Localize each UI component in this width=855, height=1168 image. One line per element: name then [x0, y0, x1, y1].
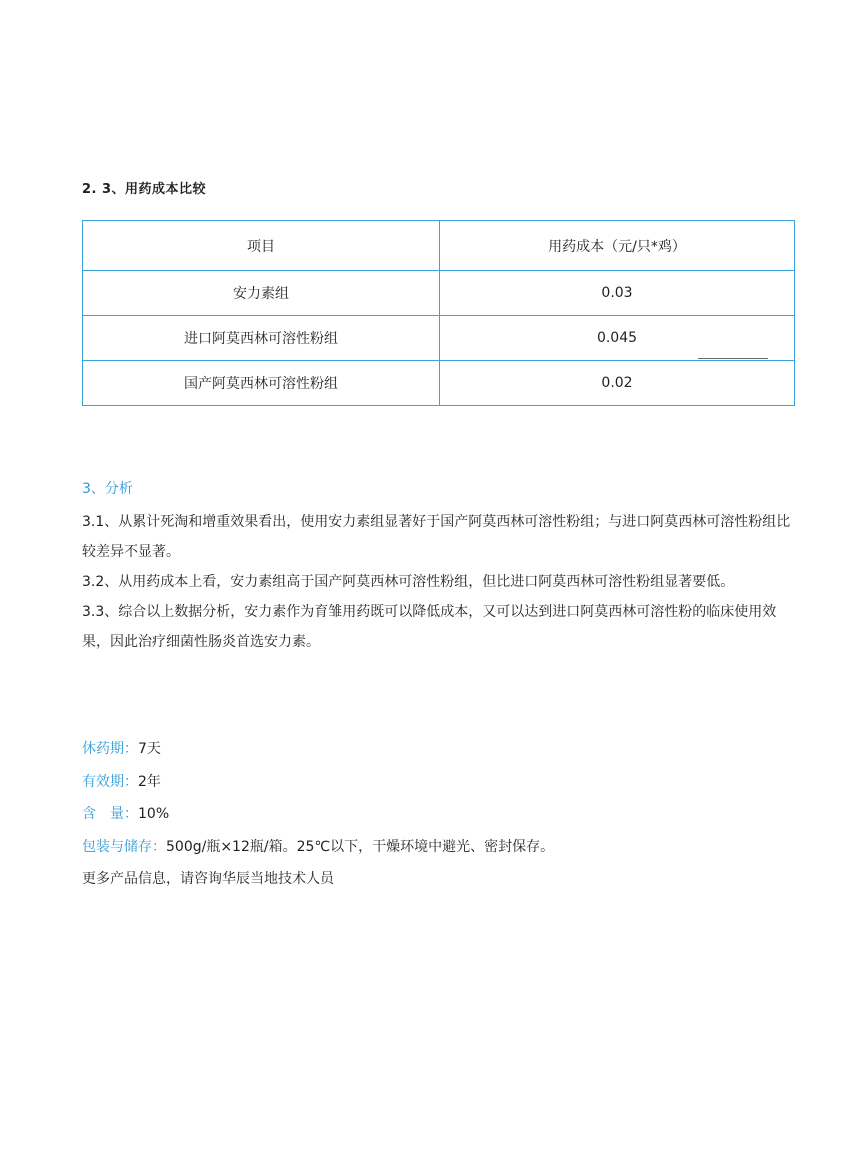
content-label: 含 量：	[82, 806, 138, 822]
table-row	[83, 271, 795, 316]
table-cell-item: 进口阿莫西林可溶性粉组	[83, 316, 440, 361]
table-row	[83, 316, 795, 361]
section-title: 2. 3、用药成本比较	[82, 182, 207, 197]
analysis-paragraph: 3.3、综合以上数据分析，安力素作为育雏用药既可以降低成本，又可以达到进口阿莫西林可溶性粉的临床使用效果，因此治疗细菌性肠炎首选安力素。	[82, 604, 777, 650]
validity-period	[82, 766, 554, 799]
divider-line	[698, 358, 768, 359]
analysis-heading: 3、分析	[82, 481, 133, 497]
packaging-storage	[82, 831, 554, 864]
withdrawal-value: 7天	[138, 741, 161, 757]
cost-comparison-table	[82, 220, 795, 406]
packaging-label: 包装与储存：	[82, 838, 166, 855]
analysis-body	[82, 507, 798, 657]
table-row	[83, 361, 795, 406]
analysis-paragraph: 3.2、从用药成本上看，安力素组高于国产阿莫西林可溶性粉组，但比进口阿莫西林可溶性粉组显著要低。	[82, 574, 735, 590]
table-header-cell: 项目	[83, 221, 440, 271]
contact-note: 更多产品信息，请咨询华辰当地技术人员	[82, 871, 334, 887]
validity-value: 2年	[138, 773, 161, 790]
packaging-value: 500g/瓶×12瓶/箱。25℃以下，干燥环境中避光、密封保存。	[166, 838, 555, 855]
product-info	[82, 733, 554, 896]
table-cell-cost: 0.02	[440, 361, 795, 406]
table-cell-item: 国产阿莫西林可溶性粉组	[83, 361, 440, 406]
table-header-row	[83, 221, 795, 271]
table-cell-item: 安力素组	[83, 271, 440, 316]
content-value: 10%	[138, 806, 170, 822]
table-header-cell: 用药成本（元/只*鸡）	[440, 221, 795, 271]
withdrawal-period	[82, 733, 554, 766]
analysis-paragraph: 3.1、从累计死淘和增重效果看出，使用安力素组显著好于国产阿莫西林可溶性粉组；与进口阿莫西林可溶性粉组比较差异不显著。	[82, 514, 791, 560]
withdrawal-label: 休药期：	[82, 741, 138, 757]
table-cell-cost: 0.045	[440, 316, 795, 361]
validity-label: 有效期：	[82, 773, 138, 790]
content	[82, 798, 554, 831]
table-cell-cost: 0.03	[440, 271, 795, 316]
